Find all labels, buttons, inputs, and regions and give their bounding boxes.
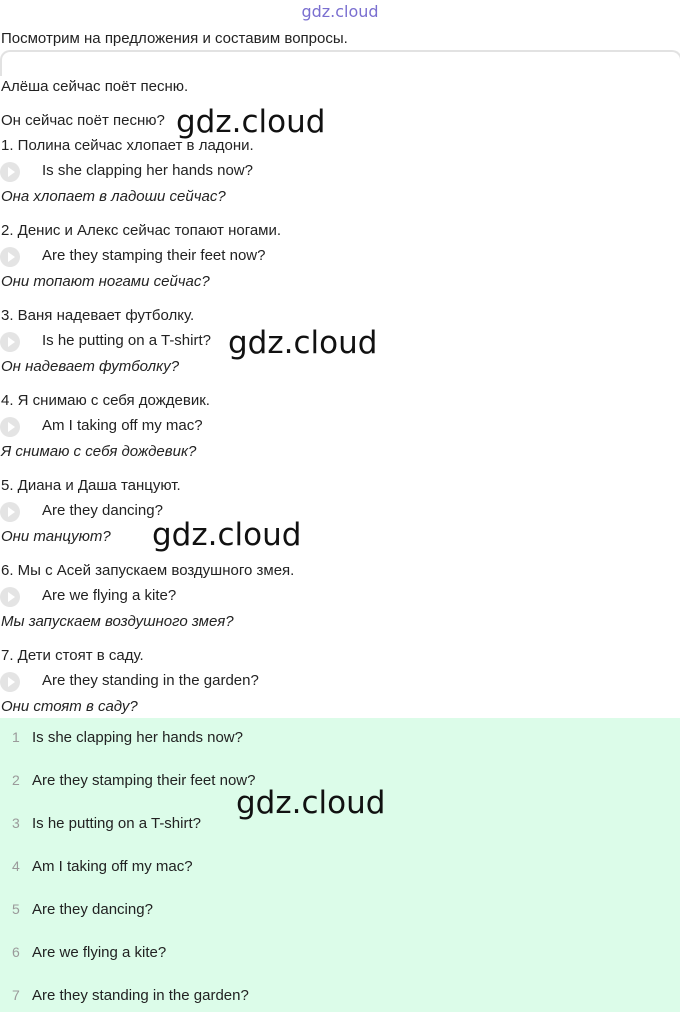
answer-text: Are we flying a kite?: [42, 587, 177, 604]
answer-list-item: [0, 987, 680, 1011]
task-statement: 7. Дети стоят в саду.: [1, 647, 144, 664]
play-icon[interactable]: [0, 417, 20, 437]
answer-list-item: [0, 901, 680, 925]
task-statement: 3. Ваня надевает футболку.: [1, 307, 195, 324]
answer-number: 6: [12, 944, 20, 960]
answer-list-item: [0, 729, 680, 753]
answer-sentence: Is he putting on a T-shirt?: [32, 815, 201, 832]
example-statement: Алёша сейчас поёт песню.: [1, 78, 189, 95]
answer-list-item: [0, 858, 680, 882]
answer-sentence: Am I taking off my mac?: [32, 858, 193, 875]
watermark: gdz.cloud: [228, 325, 378, 361]
answer-sentence: Are we flying a kite?: [32, 944, 167, 961]
task-statement: 5. Диана и Даша танцуют.: [1, 477, 181, 494]
task-statement: 1. Полина сейчас хлопает в ладони.: [1, 137, 254, 154]
task-statement: 2. Денис и Алекс сейчас топают ногами.: [1, 222, 282, 239]
site-logo[interactable]: gdz.cloud: [301, 2, 379, 21]
task-statement: 6. Мы с Асей запускаем воздушного змея.: [1, 562, 295, 579]
answer-sentence: Are they dancing?: [32, 901, 153, 918]
answer-number: 5: [12, 901, 20, 917]
answer-text: Is he putting on a T-shirt?: [42, 332, 211, 349]
translation-text: Они танцуют?: [1, 528, 111, 545]
answer-text: Am I taking off my mac?: [42, 417, 203, 434]
answer-number: 2: [12, 772, 20, 788]
answers-block: [0, 718, 680, 1012]
translation-text: Они топают ногами сейчас?: [1, 273, 210, 290]
answer-sentence: Is she clapping her hands now?: [32, 729, 243, 746]
translation-text: Он надевает футболку?: [1, 358, 180, 375]
answer-text: Are they dancing?: [42, 502, 163, 519]
play-icon[interactable]: [0, 247, 20, 267]
answer-sentence: Are they stamping their feet now?: [32, 772, 256, 789]
answer-sentence: Are they standing in the garden?: [32, 987, 249, 1004]
answer-text: Are they standing in the garden?: [42, 672, 259, 689]
example-question: Он сейчас поёт песню?: [1, 112, 165, 129]
play-icon[interactable]: [0, 672, 20, 692]
translation-text: Я снимаю с себя дождевик?: [1, 443, 197, 460]
play-icon[interactable]: [0, 332, 20, 352]
play-icon[interactable]: [0, 162, 20, 182]
instruction-text: Посмотрим на предложения и составим вопросы.: [1, 30, 348, 47]
content-frame: [0, 50, 680, 76]
watermark: gdz.cloud: [176, 104, 326, 140]
task-statement: 4. Я снимаю с себя дождевик.: [1, 392, 210, 409]
translation-text: Они стоят в саду?: [1, 698, 138, 715]
play-icon[interactable]: [0, 502, 20, 522]
answer-text: Are they stamping their feet now?: [42, 247, 266, 264]
watermark: gdz.cloud: [236, 785, 386, 821]
answer-text: Is she clapping her hands now?: [42, 162, 253, 179]
answer-number: 4: [12, 858, 20, 874]
answer-list-item: [0, 944, 680, 968]
answer-number: 1: [12, 729, 20, 745]
translation-text: Мы запускаем воздушного змея?: [1, 613, 234, 630]
watermark: gdz.cloud: [152, 517, 302, 553]
play-icon[interactable]: [0, 587, 20, 607]
answer-number: 7: [12, 987, 20, 1003]
translation-text: Она хлопает в ладоши сейчас?: [1, 188, 226, 205]
answer-number: 3: [12, 815, 20, 831]
